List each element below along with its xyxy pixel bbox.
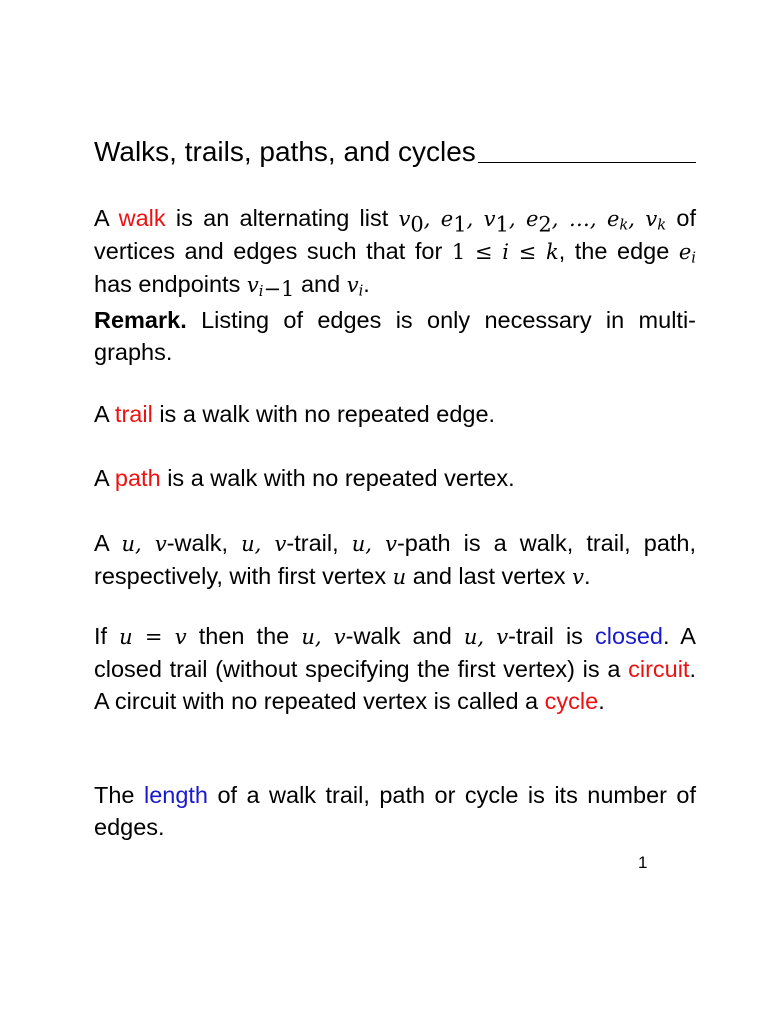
term-length: length bbox=[143, 782, 208, 808]
walk-sequence-math: $v_0$, $e_1$, $v_1$, $e_2$, …, $e_k$, $v_k$ bbox=[398, 207, 667, 237]
remark-label: Remark. bbox=[94, 307, 187, 333]
term-walk: walk bbox=[118, 205, 166, 231]
term-closed: closed bbox=[595, 623, 663, 649]
remark bbox=[94, 304, 696, 368]
page-title: Walks, trails, paths, and cycles bbox=[94, 136, 476, 167]
term-circuit: circuit bbox=[628, 656, 690, 682]
title-underline-rule bbox=[478, 162, 696, 163]
term-cycle: cycle bbox=[544, 688, 599, 714]
endpoint-prev-math: $v_{i-1}$ bbox=[246, 273, 295, 301]
walk-definition: A walk is an alternating list $v_0$, $e_1$, $v_1$, $e_2$, …, $e_k$, $v_k$ of vertices and edges such that for 1 ≤ i ≤ k, the edge $e_i$ has endpoints $v_{i-1}$ and $v_i$. bbox=[94, 205, 696, 301]
trail-definition: A trail is a walk with no repeated edge. bbox=[94, 401, 496, 427]
u-equals-v-math: u = v bbox=[119, 625, 187, 649]
path-definition: A path is a walk with no repeated vertex. bbox=[94, 465, 515, 491]
remark-text: Listing of edges is only necessary in multi-graphs. bbox=[94, 307, 697, 365]
index-range-math: 1 ≤ i ≤ k bbox=[451, 240, 559, 264]
term-path: path bbox=[114, 465, 161, 491]
endpoint-math: $v_i$ bbox=[346, 273, 364, 300]
uv-definition: A u, v-walk, u, v-trail, u, v-path is a walk, trail, path, respectively, with first vertex u and last vertex v. bbox=[94, 530, 697, 589]
title-row bbox=[94, 132, 696, 172]
page-number: 1 bbox=[638, 853, 648, 872]
term-trail: trail bbox=[114, 401, 153, 427]
length-definition: The length of a walk trail, path or cycle is its number of edges. bbox=[94, 782, 697, 840]
edge-math: $e_i$ bbox=[678, 240, 696, 267]
closed-definition: If u = v then the u, v-walk and u, v-trail is closed. A closed trail (without specifying the first vertex) is a circuit. A circuit with no repeated vertex is called a cycle. bbox=[94, 623, 696, 714]
